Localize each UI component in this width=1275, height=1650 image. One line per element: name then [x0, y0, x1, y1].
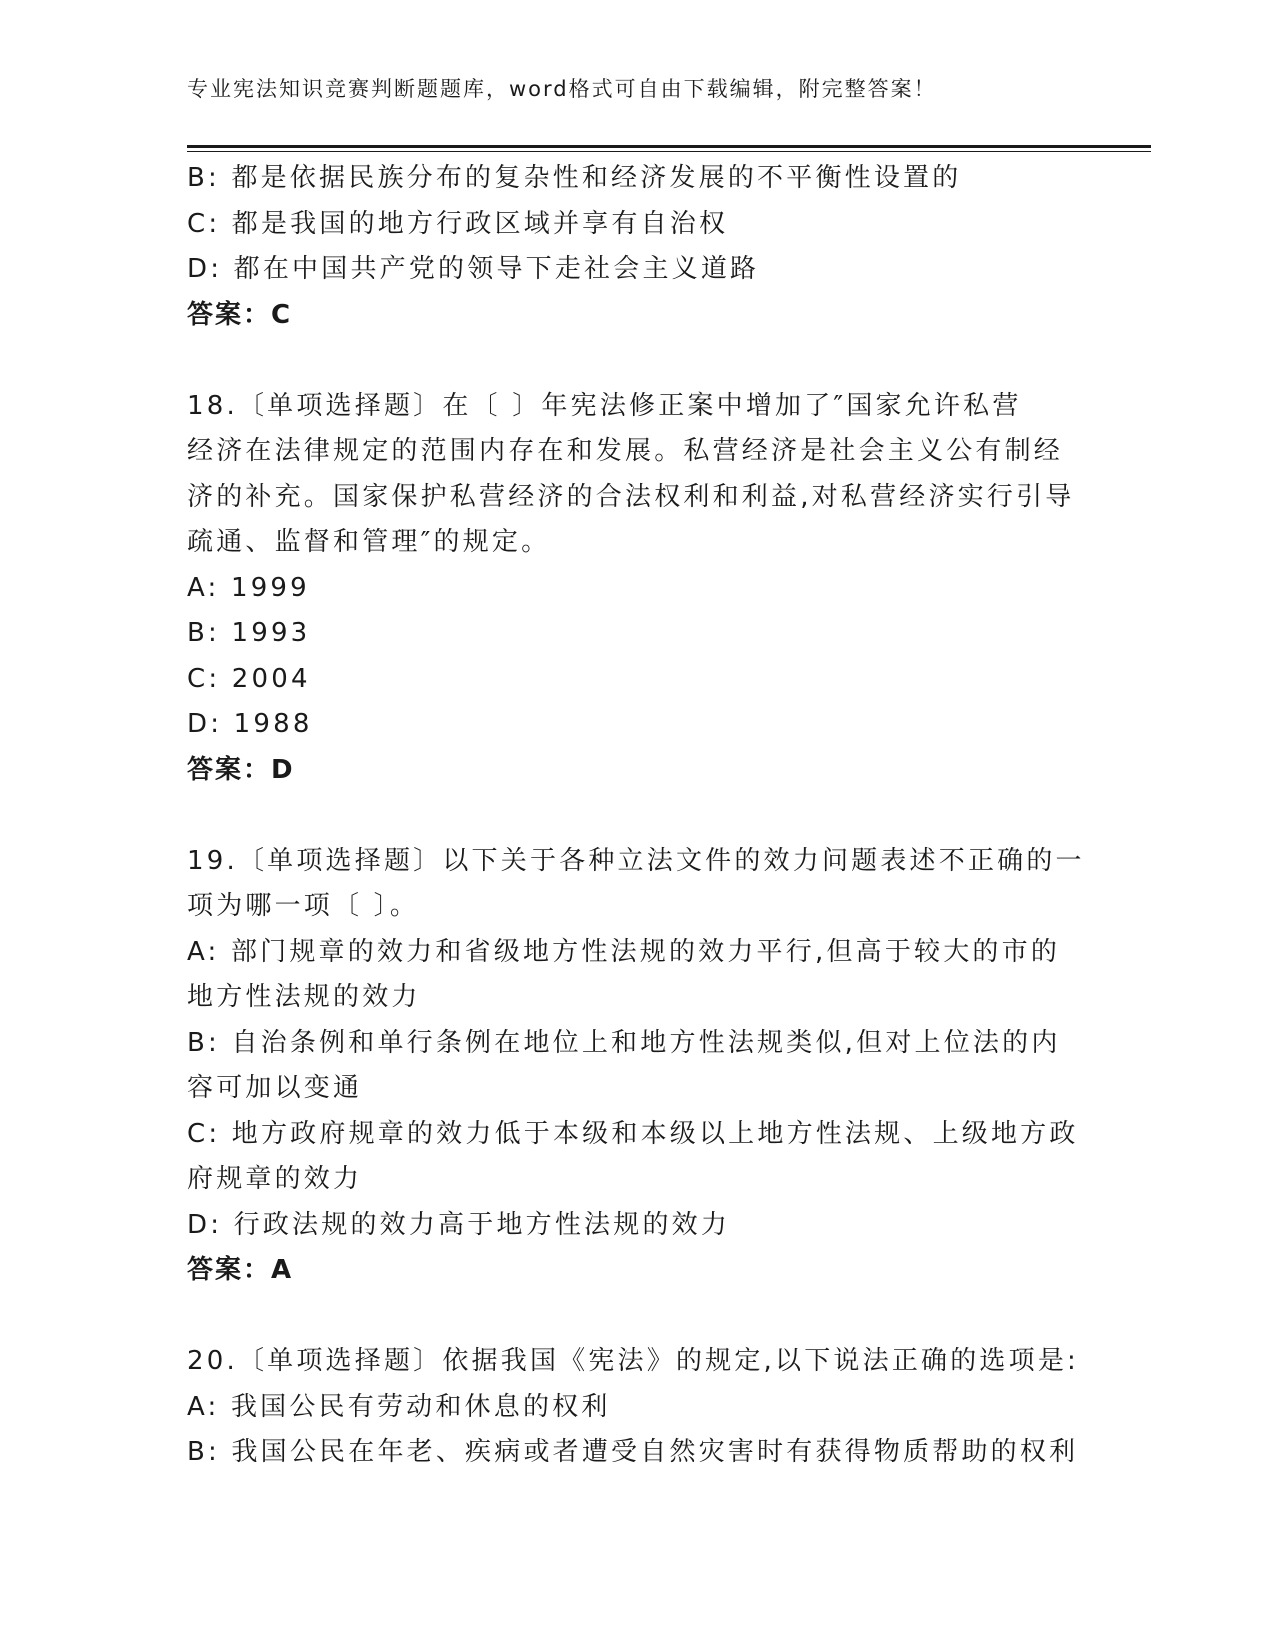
- question-line: 19.〔单项选择题〕以下关于各种立法文件的效力问题表述不正确的一: [187, 845, 1085, 876]
- spacer: [187, 793, 1087, 839]
- option-line: B: 我国公民在年老、疾病或者遭受自然灾害时有获得物质帮助的权利: [187, 1437, 1079, 1467]
- answer-line: 答案：D: [187, 754, 295, 785]
- question-line: 疏通、监督和管理″的规定。: [187, 527, 551, 557]
- question-line: 项为哪一项〔 〕。: [187, 891, 420, 921]
- question-line: 20.〔单项选择题〕依据我国《宪法》的规定,以下说法正确的选项是:: [187, 1346, 1079, 1376]
- option-line: A: 1999: [187, 572, 310, 603]
- option-line: B: 自治条例和单行条例在地位上和地方性法规类似,但对上位法的内: [187, 1027, 1061, 1058]
- header-rule-thin: [187, 151, 1151, 152]
- spacer: [187, 338, 1087, 384]
- option-line: D: 1988: [187, 709, 313, 739]
- option-line: C: 2004: [187, 663, 311, 694]
- option-line: D: 都在中国共产党的领导下走社会主义道路: [187, 254, 760, 284]
- option-line: C: 都是我国的地方行政区域并享有自治权: [187, 208, 729, 239]
- answer-line: 答案：A: [187, 1255, 294, 1285]
- question-line: 济的补充。国家保护私营经济的合法权利和利益,对私营经济实行引导: [187, 481, 1075, 512]
- option-line: A: 部门规章的效力和省级地方性法规的效力平行,但高于较大的市的: [187, 936, 1061, 967]
- option-line: B: 1993: [187, 618, 311, 648]
- option-line: 地方性法规的效力: [187, 982, 421, 1012]
- question-line: 经济在法律规定的范围内存在和发展。私营经济是社会主义公有制经: [187, 436, 1064, 466]
- option-line: D: 行政法规的效力高于地方性法规的效力: [187, 1209, 731, 1240]
- option-line: A: 我国公民有劳动和休息的权利: [187, 1391, 611, 1422]
- header-rule-thick: [187, 145, 1151, 148]
- option-line: B: 都是依据民族分布的复杂性和经济发展的不平衡性设置的: [187, 163, 962, 193]
- document-body: [187, 156, 1087, 1476]
- answer-line: 答案：C: [187, 299, 293, 330]
- option-line: C: 地方政府规章的效力低于本级和本级以上地方性法规、上级地方政: [187, 1118, 1079, 1149]
- page-header: 专业宪法知识竞赛判断题题库，word格式可自由下载编辑，附完整答案！: [187, 77, 937, 101]
- option-line: 容可加以变通: [187, 1073, 363, 1103]
- question-line: 18.〔单项选择题〕在〔 〕年宪法修正案中增加了″国家允许私营: [187, 390, 1022, 421]
- spacer: [187, 1294, 1087, 1340]
- option-line: 府规章的效力: [187, 1164, 363, 1194]
